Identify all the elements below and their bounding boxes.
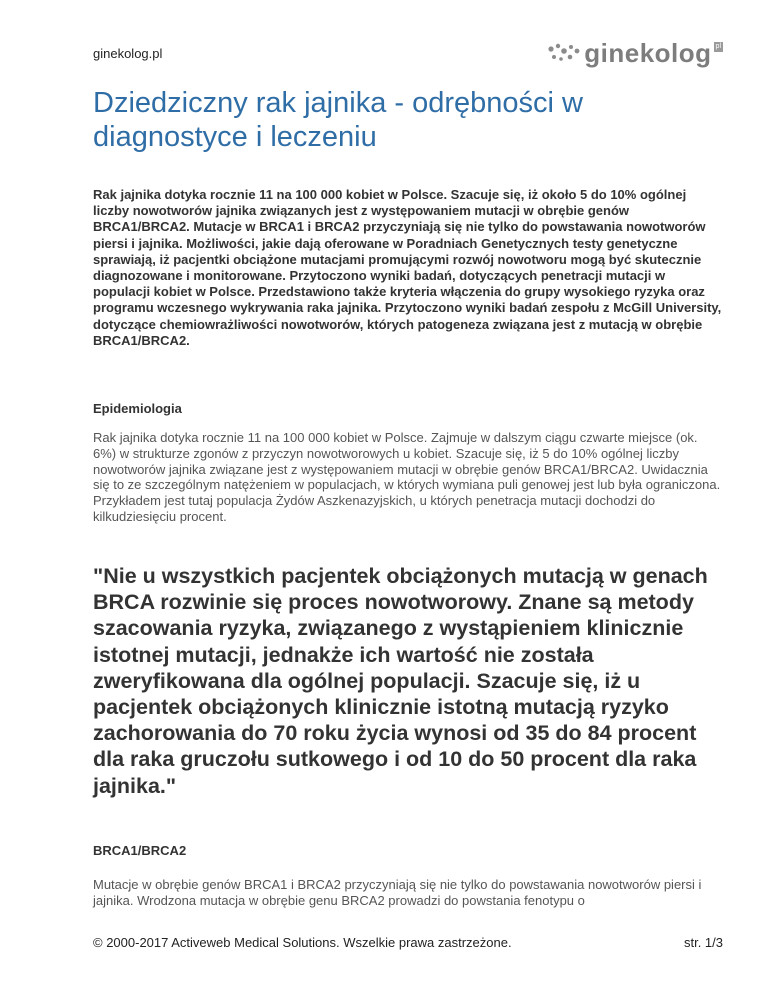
- article-title: Dziedziczny rak jajnika - odrębności w diagnostyce i leczeniu: [93, 87, 583, 153]
- epidemiology-paragraph: Rak jajnika dotyka rocznie 11 na 100 000 kobiet w Polsce. Zajmuje w dalszym ciągu czwarte miejsce (ok. 6%) w strukturze zgonów z przyczyn nowotworowych u kobiet. Szacuje się, iż 5 do 10% ogólnej liczby nowotworów jajnika związane jest z występowaniem mutacji w obrębie genów BRCA1/BRCA2. Uwidacznia się to ze szczególnym natężeniem w populacjach, w których wymiana puli genowej jest lub była ograniczona. Przykładem jest tutaj populacja Żydów Aszkenazyjskich, u których penetracja mutacji dochodzi do kilkudziesięciu procent.: [93, 430, 721, 524]
- page-number: str. 1/3: [683, 935, 723, 950]
- brca-paragraph: Mutacje w obrębie genów BRCA1 i BRCA2 przyczyniają się nie tylko do powstawania nowotworów piersi i jajnika. Wrodzona mutacja w obrębie genu BRCA2 prowadzi do powstania fenotypu o: [93, 877, 702, 908]
- site-name: ginekolog.pl: [93, 46, 163, 61]
- document-page: [93, 0, 723, 994]
- article-lead: Rak jajnika dotyka rocznie 11 na 100 000 kobiet w Polsce. Szacuje się, iż około 5 do 10% ogólnej liczby nowotworów jajnika związanych jest z występowaniem mutacji w obrębie genów BRCA1/BRCA2. Mutacje w BRCA1 i BRCA2 przyczyniają się nie tylko do powstawania nowotworów piersi i jajnika. Możliwości, jakie dają oferowane w Poradniach Genetycznych testy genetyczne sprawiają, iż pacjentki obciążone mutacjami promującymi rozwój nowotworu mogą być skutecznie diagnozowane i monitorowane. Przytoczono wyniki badań, dotyczących penetracji mutacji w populacji kobiet w Polsce. Przedstawiono także kryteria włączenia do grupy wysokiego ryzyka oraz programu wczesnego wykrywania raka jajnika. Przytoczono wyniki badań zespołu z McGill University, dotyczące chemiowrażliwości nowotworów, których patogeneza związana jest z mutacją w obrębie BRCA1/BRCA2.: [93, 187, 722, 348]
- logo-tld-badge: pl: [715, 43, 721, 50]
- dots-logo-icon: [547, 42, 581, 64]
- brca-heading: BRCA1/BRCA2: [93, 843, 187, 858]
- pull-quote: "Nie u wszystkich pacjentek obciążonych mutacją w genach BRCA rozwinie się proces nowotworowy. Znane są metody szacowania ryzyka, związanego z wystąpieniem klinicznie istotnej mutacji, jednakże ich wartość nie została zweryfikowana dla ogólnej populacji. Szacuje się, iż u pacjentek obciążonych klinicznie istotną mutacją ryzyko zachorowania do 70 roku życia wynosi od 35 do 84 procent dla raka gruczołu sutkowego i od 10 do 50 procent dla raka jajnika.": [93, 564, 708, 798]
- footer-copyright: © 2000-2017 Activeweb Medical Solutions. Wszelkie prawa zastrzeżone.: [93, 935, 512, 950]
- site-logo[interactable]: [547, 40, 723, 66]
- logo-wordmark: ginekolog: [584, 38, 712, 68]
- epidemiology-heading: Epidemiologia: [93, 401, 182, 416]
